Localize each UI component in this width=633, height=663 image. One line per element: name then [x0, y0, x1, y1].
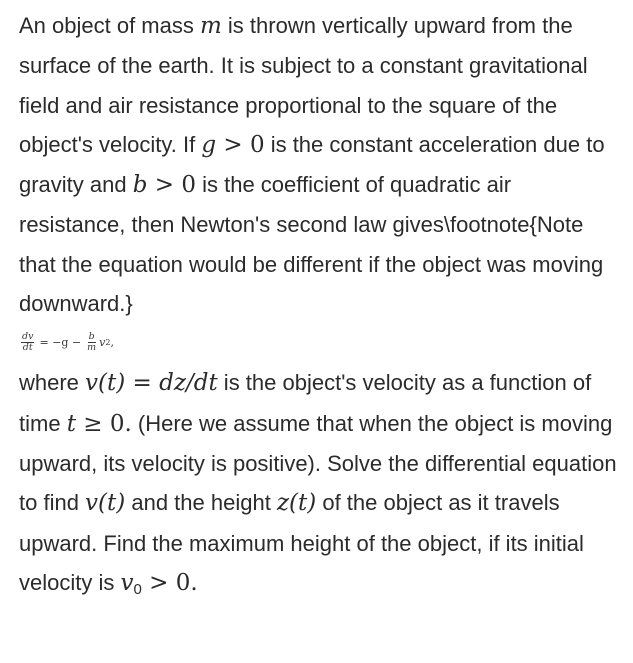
task-text-5: of the object as it travels upward. Find the maximum height of the object, if its initial velocity is — [19, 490, 584, 595]
equation-middle: = −g − — [39, 335, 82, 349]
intro-text-2: is thrown vertically upward from the surface of the earth. It is subject to a constant gravitational field and air resistance proportional to the square of the object's velocity. If — [19, 13, 588, 157]
task-text-2: is the object's velocity as a function of time — [19, 370, 592, 436]
task-text-1: where — [19, 370, 86, 396]
differential-equation — [19, 321, 621, 363]
initial-velocity-subscript: 0 — [133, 580, 142, 598]
task-text-4: and the height — [125, 490, 277, 516]
fraction-denominator: dt — [22, 341, 33, 353]
drag-symbol: b — [132, 172, 148, 199]
height-function: z(t) — [276, 490, 317, 517]
paragraph-intro — [19, 6, 621, 323]
fraction-numerator: dv — [22, 330, 34, 342]
mass-symbol: m — [199, 13, 222, 39]
time-nonnegative: ≥ 0. — [75, 410, 132, 437]
paragraph-task — [19, 363, 621, 609]
square-exponent: 2 — [105, 337, 111, 347]
intro-text-1: An object of mass — [19, 13, 200, 38]
time-symbol: t — [66, 410, 76, 437]
intro-text-4: is the coefficient of quadratic air resistance, then Newton's second law gives\footnote{Note that the equation would be different if the object was moving downward.} — [19, 172, 604, 317]
dv-dt-fraction — [21, 332, 34, 353]
velocity-function-2: v(t) — [85, 490, 126, 517]
fraction-numerator: b — [88, 330, 95, 342]
velocity-symbol: v — [99, 335, 106, 349]
b-over-m-fraction — [86, 332, 97, 353]
equation-comma: , — [110, 335, 114, 349]
velocity-function: v(t) — [85, 370, 126, 397]
task-text-3: (Here we assume that when the object is moving upward, its velocity is positive). Solve the differential equation to find — [19, 410, 617, 516]
fraction-denominator: m — [87, 341, 97, 353]
gravity-symbol: g — [201, 131, 217, 158]
intro-text-3: is the constant acceleration due to gravity and — [19, 131, 605, 198]
gravity-positive: > 0 — [216, 131, 265, 158]
velocity-definition: = dz/dt — [125, 370, 218, 397]
drag-positive: > 0 — [147, 172, 196, 199]
initial-velocity-symbol: v — [120, 569, 134, 596]
initial-velocity-positive: > 0. — [141, 569, 198, 596]
